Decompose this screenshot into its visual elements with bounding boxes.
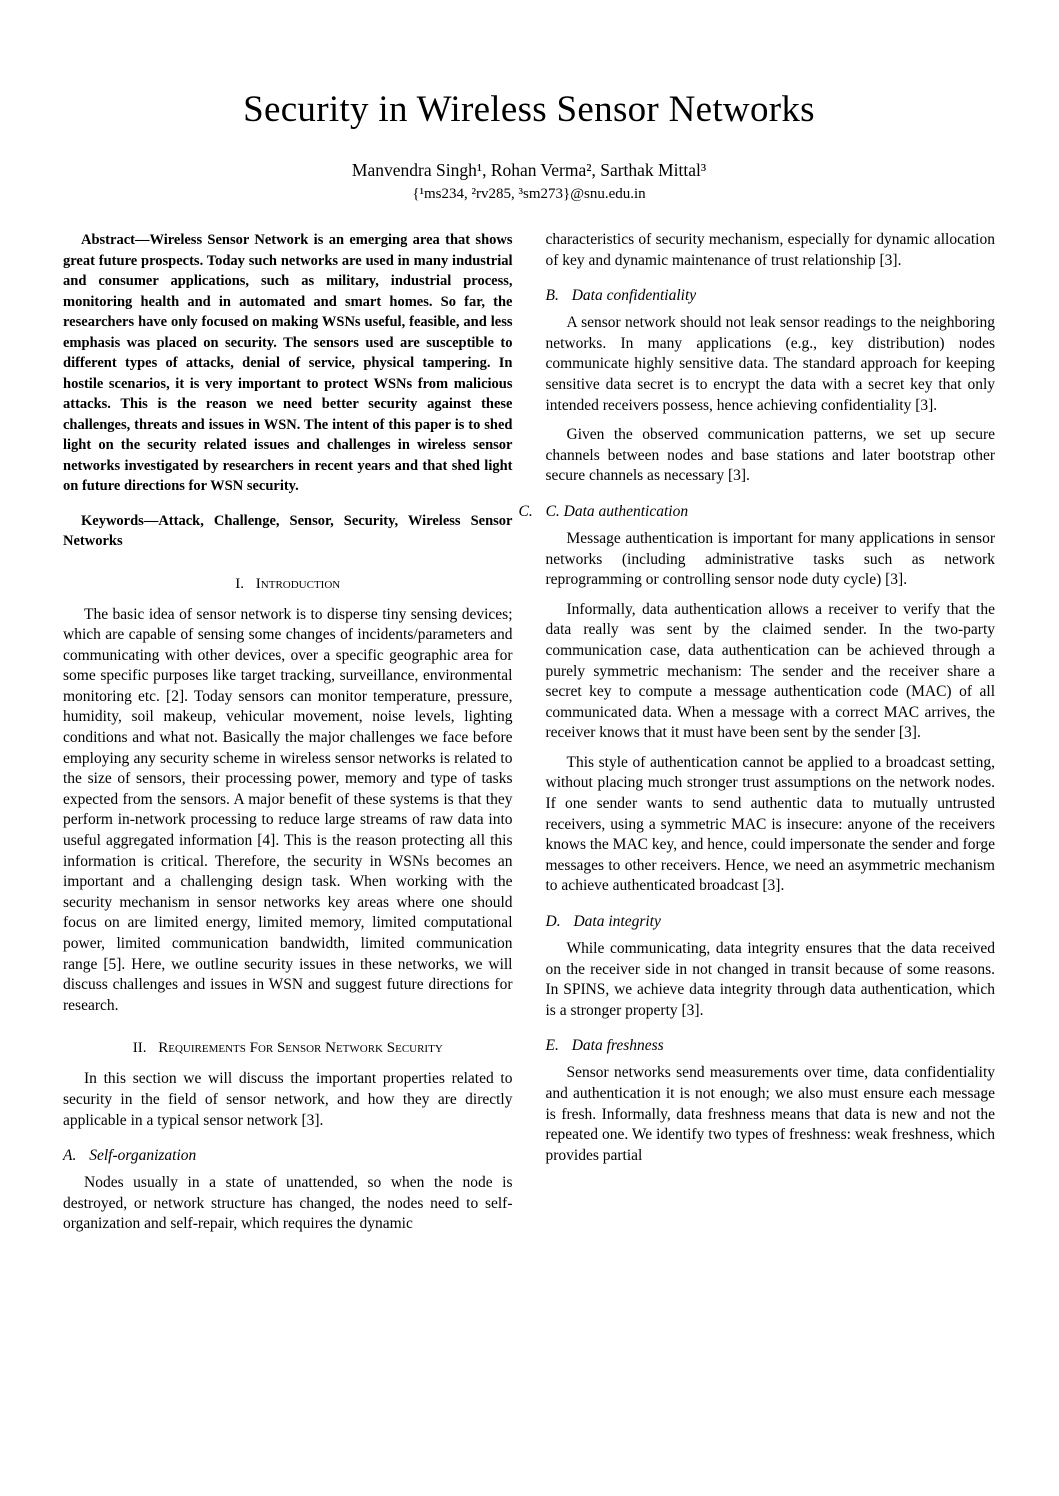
data-confidentiality-paragraph-2: Given the observed communication patterns, we set up secure channels between nodes and base stations and later bootstrap other secure channels as necessary [3]. xyxy=(545,426,995,485)
subsection-number: D. xyxy=(545,913,561,931)
subsection-heading-data-freshness xyxy=(546,1035,996,1056)
left-column xyxy=(63,230,513,1244)
subsection-title: C. Data authentication xyxy=(545,502,689,520)
data-integrity-paragraph: While communicating, data integrity ensures that the data received on the receiver side in not changed in transit because of some reasons. In SPINS, we achieve data integrity through data authentication, which is a stronger property [3]. xyxy=(545,940,995,1019)
paper-title: Security in Wireless Sensor Networks xyxy=(243,89,815,130)
introduction-paragraph: The basic idea of sensor network is to disperse tiny sensing devices; which are capable of sensing some changes of incidents/parameters and communicating with other devices, over a specific geographic area for some specific purposes like target tracking, surveillance, environmental monitoring etc. [2]. Today sensors can monitor temperature, pressure, humidity, soil makeup, vehicular movement, noise levels, lighting conditions and what not. Basically the major challenges we face before employing any security scheme in wireless sensor networks is related to the size of sensors, their processing power, memory and type of tasks expected from the sensors. A major benefit of these systems is that they perform in-network processing to reduce large streams of raw data into useful aggregated information [4]. This is the reason protecting all this information is critical. Therefore, the security in WSNs becomes an important and a challenging design task. When working with the security mechanism in sensor networks key areas where one should focus on are limited energy, limited memory, limited computational power, limited communication bandwidth, limited communication range [5]. Here, we outline security issues in these networks, we will discuss challenges and issues in WSN and suggest future directions for research. xyxy=(63,605,513,1014)
subsection-number: E. xyxy=(545,1037,559,1055)
abstract-paragraph: Abstract—Wireless Sensor Network is an emerging area that shows great future prospects. Today such networks are used in many industrial and consumer applications, such as military, industrial process, monitoring health and in automated and smart homes. So far, the researchers have only focused on making WSNs useful, feasible, and less emphasis was placed on security. The sensors used are susceptible to different types of attacks, denial of service, physical tampering. In hostile scenarios, it is very important to protect WSNs from malicious attacks. This is the reason we need better security against these challenges, threats and issues in WSN. The intent of this paper is to shed light on the security related issues and challenges in wireless sensor networks investigated by researchers in recent years and that shed light on future directions for WSN security. xyxy=(63,232,513,494)
data-authentication-paragraph-3: This style of authentication cannot be applied to a broadcast setting, without placing much stronger trust assumptions on the network nodes. If one sender wants to send authentic data to mutually untrusted receivers, using a symmetric MAC is insecure: anyone of the receivers knows the MAC key, and hence, could impersonate the sender and forge messages to other receivers. Hence, we need an asymmetric mechanism to achieve authenticated broadcast [3]. xyxy=(545,753,995,895)
subsection-title: Data integrity xyxy=(573,913,661,931)
subsection-heading-data-integrity xyxy=(546,911,996,932)
self-organization-paragraph: Nodes usually in a state of unattended, so when the node is destroyed, or network structure has changed, the nodes need to self-organization and self-repair, which requires the dynamic xyxy=(63,1174,513,1233)
continued-paragraph: characteristics of security mechanism, especially for dynamic allocation of key and dynamic maintenance of trust relationship [3]. xyxy=(545,231,995,269)
subsection-heading-self-organization xyxy=(63,1145,513,1166)
data-freshness-paragraph: Sensor networks send measurements over time, data confidentiality and authentication it is not enough; we also must ensure each message is fresh. Informally, data freshness means that data is new and not the repeated one. We identify two types of freshness: weak freshness, which provides partial xyxy=(545,1064,995,1164)
data-authentication-paragraph-2: Informally, data authentication allows a receiver to verify that the data really was sent by the claimed sender. In the two-party communication case, data authentication can be achieved through a purely symmetric mechanism: The sender and the receiver share a secret key to compute a message authentication code (MAC) of all communicated data. When a message with a correct MAC arrives, the receiver knows that it must have been sent by the sender [3]. xyxy=(545,600,995,742)
two-column-body xyxy=(63,230,995,1244)
subsection-title: Data freshness xyxy=(571,1037,664,1055)
subsection-number: A. xyxy=(63,1147,77,1165)
emails-line: {¹ms234, ²rv285, ³sm273}@snu.edu.in xyxy=(412,186,646,202)
subsection-heading-data-authentication xyxy=(519,501,996,522)
section-number: II. xyxy=(132,1040,147,1057)
right-column xyxy=(518,230,996,1244)
section-title: Requirements For Sensor Network Security xyxy=(158,1040,443,1057)
requirements-paragraph: In this section we will discuss the important properties related to security in the field of sensor network, and how they are directly applicable in a typical sensor network [3]. xyxy=(63,1070,513,1129)
keywords-paragraph: Keywords—Attack, Challenge, Sensor, Security, Wireless Sensor Networks xyxy=(63,512,513,549)
paper-header xyxy=(63,86,995,204)
data-authentication-paragraph-1: Message authentication is important for many applications in sensor networks (including administrative tasks such as network reprogramming or controlling sensor node duty cycle) [3]. xyxy=(545,529,995,589)
subsection-number: B. xyxy=(545,287,559,305)
authors-line: Manvendra Singh¹, Rohan Verma², Sarthak Mittal³ xyxy=(351,160,707,180)
section-heading-requirements xyxy=(63,1038,513,1058)
section-title: Introduction xyxy=(255,575,341,592)
subsection-title: Data confidentiality xyxy=(571,287,697,305)
subsection-heading-data-confidentiality xyxy=(546,285,996,306)
subsection-title: Self-organization xyxy=(89,1147,197,1165)
data-confidentiality-paragraph-1: A sensor network should not leak sensor readings to the neighboring networks. In many applications (e.g., key distribution) nodes communicate highly sensitive data. The standard approach for keeping sensitive data secret is to encrypt the data with a secret key that only intended receivers possess, hence achieving confidentiality [3]. xyxy=(545,314,995,414)
section-heading-introduction xyxy=(63,574,513,594)
subsection-number: C. xyxy=(518,502,533,520)
section-number: I. xyxy=(235,575,245,592)
